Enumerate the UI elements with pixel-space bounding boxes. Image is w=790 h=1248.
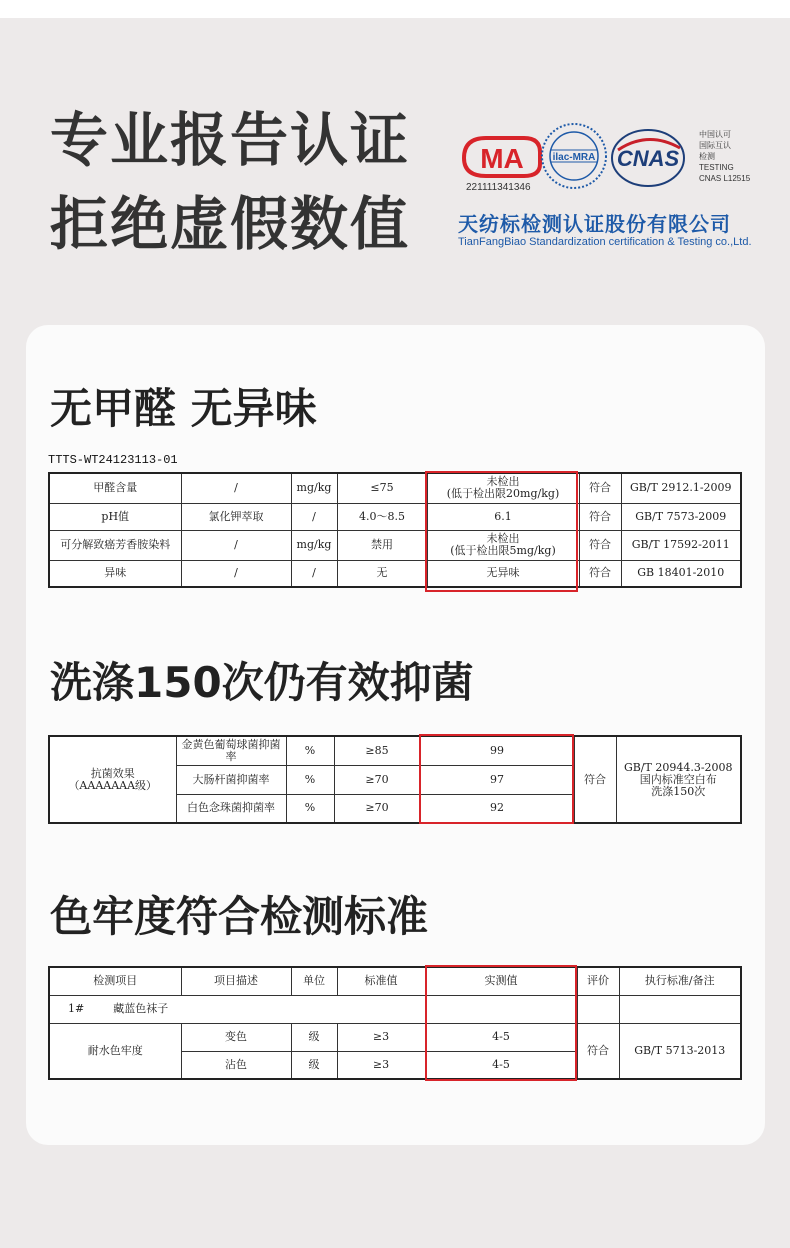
sample-name: 藏蓝色袜子 bbox=[113, 1002, 169, 1015]
table-cell: ≥70 bbox=[334, 765, 420, 794]
sample-number: 1# bbox=[68, 1002, 85, 1015]
cnas-text: CNAS bbox=[616, 146, 680, 171]
table-cell: 禁用 bbox=[337, 530, 427, 560]
table-cell: 符合 bbox=[577, 1023, 619, 1079]
table-cell: GB/T 17592-2011 bbox=[621, 530, 741, 560]
column-header: 项目描述 bbox=[181, 967, 291, 995]
table-cell: GB/T 7573-2009 bbox=[621, 503, 741, 530]
headline-line-1: 专业报告认证 bbox=[50, 106, 411, 174]
cma-logo bbox=[464, 138, 540, 176]
section3-title: 色牢度符合检测标准 bbox=[50, 892, 429, 941]
table-cell: 级 bbox=[291, 1023, 337, 1051]
table-cell: 符合 bbox=[579, 530, 621, 560]
table-cell: / bbox=[291, 503, 337, 530]
cnas-caption-line: CNAS L12515 bbox=[699, 174, 751, 183]
sample-cell bbox=[49, 995, 425, 1023]
table-cell: 金黄色葡萄球菌抑菌率 bbox=[176, 736, 286, 765]
column-header: 评价 bbox=[577, 967, 619, 995]
table-cell: % bbox=[286, 736, 334, 765]
table-cell: 级 bbox=[291, 1051, 337, 1079]
table-cell: 变色 bbox=[181, 1023, 291, 1051]
table-cell: 无异味 bbox=[427, 560, 579, 587]
top-strip bbox=[0, 0, 790, 18]
table-cell: GB/T 5713-2013 bbox=[619, 1023, 741, 1079]
table-cell bbox=[577, 995, 619, 1023]
table-cell: 符合 bbox=[574, 736, 616, 823]
table-row bbox=[49, 473, 741, 503]
table-cell: 甲醛含量 bbox=[49, 473, 181, 503]
cnas-logo bbox=[612, 130, 684, 186]
table-cell bbox=[619, 995, 741, 1023]
table-cell: 无 bbox=[337, 560, 427, 587]
report-number: TTTS-WT24123113-01 bbox=[48, 453, 178, 467]
column-header: 实测值 bbox=[425, 967, 577, 995]
table-cell: ≤75 bbox=[337, 473, 427, 503]
table-cell: 可分解致癌芳香胺染料 bbox=[49, 530, 181, 560]
company-name-en: TianFangBiao Standardization certification & Testing co.,Ltd. bbox=[458, 236, 752, 248]
table-cell: pH值 bbox=[49, 503, 181, 530]
table-cell: % bbox=[286, 765, 334, 794]
table-cell: 符合 bbox=[579, 473, 621, 503]
table-cell: GB/T 20944.3-2008 国内标准空白布 洗涤150次 bbox=[616, 736, 741, 823]
table-cell: mg/kg bbox=[291, 473, 337, 503]
company-name-cn: 天纺标检测认证股份有限公司 bbox=[458, 212, 731, 236]
formaldehyde-table bbox=[48, 472, 742, 588]
cnas-caption-line: 检测 bbox=[699, 152, 715, 161]
ilac-text: ilac-MRA bbox=[552, 152, 596, 163]
table-row bbox=[49, 530, 741, 560]
colorfastness-table bbox=[48, 966, 742, 1080]
table-cell: ≥70 bbox=[334, 794, 420, 823]
table-cell: / bbox=[181, 473, 291, 503]
table-cell: / bbox=[181, 530, 291, 560]
ilac-mra-logo bbox=[542, 124, 606, 188]
table-cell bbox=[425, 995, 577, 1023]
table-cell: ≥3 bbox=[337, 1051, 425, 1079]
table-cell: 4-5 bbox=[425, 1023, 577, 1051]
table-cell: / bbox=[291, 560, 337, 587]
table-cell: GB 18401-2010 bbox=[621, 560, 741, 587]
table-cell: 92 bbox=[420, 794, 574, 823]
table-cell: ≥3 bbox=[337, 1023, 425, 1051]
table-cell: 4.0～8.5 bbox=[337, 503, 427, 530]
table-cell: / bbox=[181, 560, 291, 587]
table-cell: 未检出 (低于检出限5mg/kg) bbox=[427, 530, 579, 560]
cnas-caption-line: 中国认可 bbox=[699, 130, 731, 139]
column-header: 标准值 bbox=[337, 967, 425, 995]
table-row bbox=[49, 995, 741, 1023]
table-cell: 抗菌效果 （AAAAAAA级） bbox=[49, 736, 176, 823]
column-header: 检测项目 bbox=[49, 967, 181, 995]
headline-line-2: 拒绝虚假数值 bbox=[50, 190, 411, 258]
cma-text: MA bbox=[480, 143, 524, 174]
table-cell: GB/T 2912.1-2009 bbox=[621, 473, 741, 503]
table-row bbox=[49, 736, 741, 765]
section2-title: 洗涤150次仍有效抑菌 bbox=[50, 658, 474, 707]
table-row bbox=[49, 503, 741, 530]
table-cell: 97 bbox=[420, 765, 574, 794]
table-header-row bbox=[49, 967, 741, 995]
table-cell: 符合 bbox=[579, 560, 621, 587]
table-cell: 耐水色牢度 bbox=[49, 1023, 181, 1079]
table-cell: 4-5 bbox=[425, 1051, 577, 1079]
section1-title: 无甲醛 无异味 bbox=[50, 384, 317, 433]
table-cell: mg/kg bbox=[291, 530, 337, 560]
table-cell: 异味 bbox=[49, 560, 181, 587]
table-cell: 符合 bbox=[579, 503, 621, 530]
cnas-caption-line: 国际互认 bbox=[699, 141, 731, 150]
cma-number: 221111341346 bbox=[466, 182, 531, 193]
table-cell: 未检出 (低于检出限20mg/kg) bbox=[427, 473, 579, 503]
table-cell: ≥85 bbox=[334, 736, 420, 765]
table-row bbox=[49, 560, 741, 587]
table-cell: % bbox=[286, 794, 334, 823]
antibacterial-table bbox=[48, 735, 742, 824]
cnas-caption bbox=[699, 129, 750, 184]
table-cell: 6.1 bbox=[427, 503, 579, 530]
table-cell: 大肠杆菌抑菌率 bbox=[176, 765, 286, 794]
table-cell: 氯化钾萃取 bbox=[181, 503, 291, 530]
table-row bbox=[49, 1023, 741, 1051]
table-cell: 白色念珠菌抑菌率 bbox=[176, 794, 286, 823]
column-header: 单位 bbox=[291, 967, 337, 995]
table-cell: 99 bbox=[420, 736, 574, 765]
table-cell: 沾色 bbox=[181, 1051, 291, 1079]
cnas-caption-line: TESTING bbox=[699, 163, 734, 172]
column-header: 执行标准/备注 bbox=[619, 967, 741, 995]
